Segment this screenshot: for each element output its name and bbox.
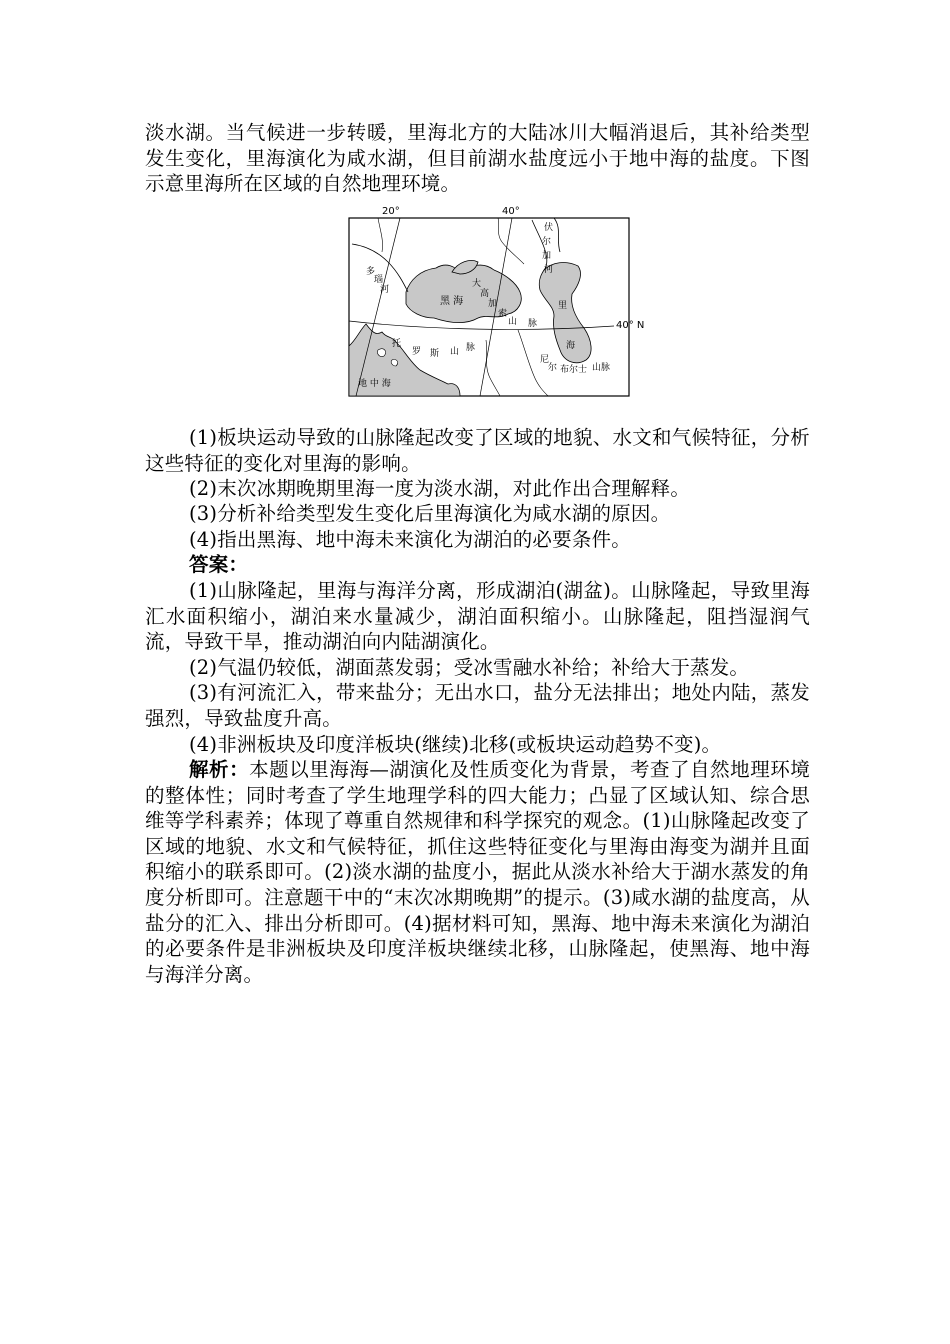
question-3: (3)分析补给类型发生变化后里海演化为咸水湖的原因。 xyxy=(189,502,671,525)
danube-char-3: 河 xyxy=(380,285,390,295)
answer-3: (3)有河流汇入，带来盐分；无出水口，盐分无法排出；地处内陆，蒸发强烈，导致盐度升高。 xyxy=(145,681,810,730)
caspian-region-map xyxy=(348,200,645,397)
analysis-label: 解析： xyxy=(189,758,250,781)
lon-20-label: 20° xyxy=(382,206,400,217)
elburz-char-1: 尼 xyxy=(540,355,550,365)
taurus-char-5: 脉 xyxy=(466,343,476,353)
caucasus-char-4: 索 xyxy=(498,309,508,319)
caucasus-char-1: 大 xyxy=(472,279,482,289)
elburz-char-2: 尔 xyxy=(548,363,558,373)
question-4: (4)指出黑海、地中海未来演化为湖泊的必要条件。 xyxy=(189,528,631,551)
caucasus-char-5: 山 xyxy=(508,317,518,327)
taurus-char-1: 托 xyxy=(392,339,402,349)
caucasus-char-3: 加 xyxy=(488,299,498,309)
volga-char-4: 河 xyxy=(544,265,554,275)
caucasus-char-2: 高 xyxy=(480,289,490,299)
answer-2: (2)气温仍较低，湖面蒸发弱；受冰雪融水补给；补给大于蒸发。 xyxy=(189,656,750,679)
caspian-char-2: 海 xyxy=(566,341,576,351)
lat-40-label: 40° N xyxy=(616,320,645,331)
elburz-char-3: 布尔士 xyxy=(560,365,588,375)
answer-label: 答案： xyxy=(189,553,249,576)
caucasus-char-6: 脉 xyxy=(528,319,538,329)
question-2: (2)末次冰期晚期里海一度为淡水湖，对此作出合理解释。 xyxy=(189,477,691,500)
taurus-char-3: 斯 xyxy=(430,349,440,359)
danube-char-2: 瑙 xyxy=(374,275,384,285)
question-1: (1)板块运动导致的山脉隆起改变了区域的地貌、水文和气候特征，分析这些特征的变化对里海的影响。 xyxy=(145,426,810,475)
analysis-text: 本题以里海海—湖演化及性质变化为背景，考查了自然地理环境的整体性；同时考查了学生地理学科的四大能力；凸显了区域认知、综合思维等学科素养；体现了尊重自然规律和科学探究的观念。(1)山脉隆起改变了区域的地貌、水文和气候特征，抓住这些特征变化与里海由海变为湖并且面积缩小的联系即可。(2)淡水湖的盐度小，据此从淡水补给大于湖水蒸发的角度分析即可。注意题干中的“末次冰期晚期”的提示。(3)咸水湖的盐度高，从盐分的汇入、排出分析即可。(4)据材料可知，黑海、地中海未来演化为湖泊的必要条件是非洲板块及印度洋板块继续北移，山脉隆起，使黑海、地中海与海洋分离。 xyxy=(145,758,810,986)
danube-char-1: 多 xyxy=(366,267,376,277)
caspian-char-1: 里 xyxy=(558,301,568,311)
black-sea-label: 黑 海 xyxy=(440,296,464,307)
elburz-char-4: 山脉 xyxy=(592,363,611,373)
lon-40-label: 40° xyxy=(502,206,520,217)
taurus-char-2: 罗 xyxy=(412,347,422,357)
analysis-paragraph xyxy=(145,757,810,987)
mediterranean-label: 地 中 海 xyxy=(358,379,391,389)
intro-paragraph: 淡水湖。当气候进一步转暖，里海北方的大陆冰川大幅消退后，其补给类型发生变化，里海演化为咸水湖，但目前湖水盐度远小于地中海的盐度。下图示意里海所在区域的自然地理环境。 xyxy=(145,121,810,196)
answer-4: (4)非洲板块及印度洋板块(继续)北移(或板块运动趋势不变)。 xyxy=(189,733,722,756)
answer-1: (1)山脉隆起，里海与海洋分离，形成湖泊(湖盆)。山脉隆起，导致里海汇水面积缩小，湖泊来水量减少，湖泊面积缩小。山脉隆起，阻挡湿润气流，导致干旱，推动湖泊向内陆湖演化。 xyxy=(145,579,810,654)
volga-char-2: 尔 xyxy=(542,237,552,247)
volga-char-1: 伏 xyxy=(544,223,554,233)
volga-char-3: 加 xyxy=(542,251,552,261)
taurus-char-4: 山 xyxy=(450,347,460,357)
